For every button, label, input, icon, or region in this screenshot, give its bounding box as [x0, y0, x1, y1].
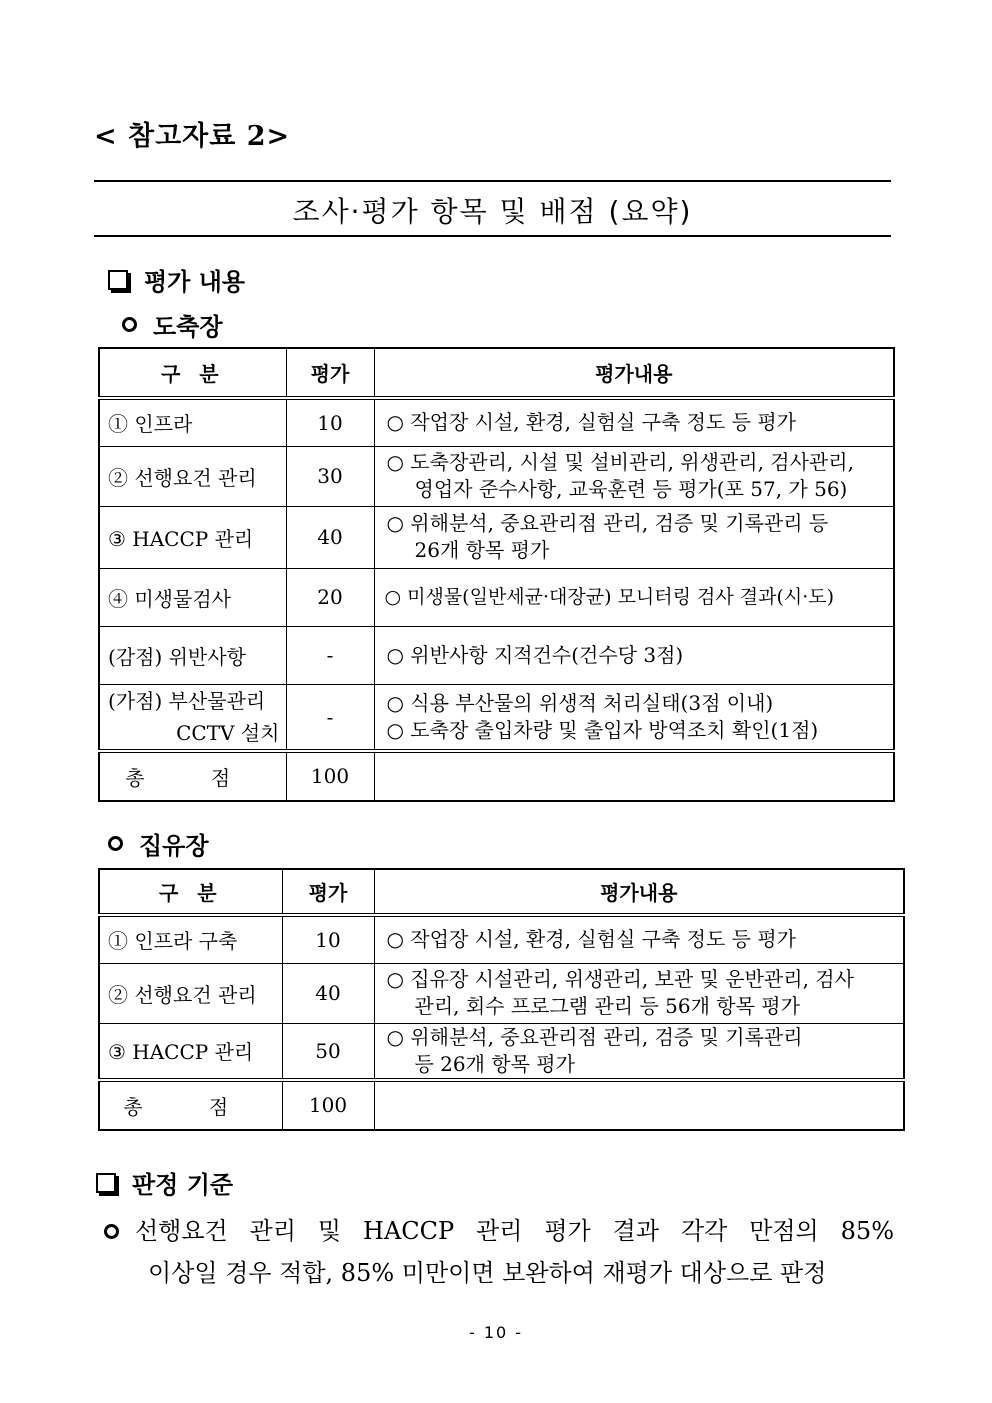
total-score: 100 — [282, 1080, 374, 1130]
table-row — [99, 626, 894, 684]
title-top-rule — [94, 180, 891, 182]
header-description: 평가내용 — [374, 869, 904, 915]
circle-bullet-icon — [122, 317, 137, 332]
table-row — [99, 568, 894, 626]
row-score: - — [286, 684, 374, 751]
subsection-milk-collection — [108, 826, 209, 861]
square-bullet-icon — [96, 1173, 116, 1193]
square-bullet-icon — [108, 270, 128, 290]
row-category-line: CCTV 설치 — [176, 720, 280, 745]
desc-line: 등 26개 항목 평가 — [414, 1051, 575, 1076]
header-category: 구 분 — [99, 348, 286, 398]
slaughterhouse-heading: 도축장 — [153, 312, 223, 341]
row-description — [374, 1023, 904, 1080]
table-row — [99, 506, 894, 568]
table-total-row — [99, 751, 894, 801]
criteria-line-1: 선행요건 관리 및 HACCP 관리 평가 결과 각각 만점의 85% — [135, 1217, 894, 1245]
desc-line: ○ 도축장관리, 시설 및 설비관리, 위생관리, 검사관리, — [386, 450, 854, 474]
section-criteria — [96, 1165, 233, 1200]
milk-collection-table — [98, 868, 905, 1131]
criteria-paragraph — [104, 1210, 894, 1294]
desc-line: ○ 미생물(일반세균·대장균) 모니터링 검사 결과(시·도) — [384, 585, 835, 608]
row-description — [374, 446, 894, 506]
table-total-row — [99, 1080, 904, 1130]
milk-collection-heading: 집유장 — [139, 831, 209, 860]
desc-line: 관리, 회수 프로그램 관리 등 56개 항목 평가 — [414, 994, 800, 1018]
desc-line: 영업자 준수사항, 교육훈련 등 평가(포 57, 가 56) — [414, 477, 848, 501]
header-description: 평가내용 — [374, 348, 894, 398]
section-evaluation — [108, 262, 245, 297]
total-description — [374, 1080, 904, 1130]
criteria-line-2: 이상일 경우 적합, 85% 미만이면 보완하여 재평가 대상으로 판정 — [148, 1259, 827, 1287]
header-category: 구 분 — [99, 869, 282, 915]
desc-line: ○ 도축장 출입차량 및 출입자 방역조치 확인(1점) — [386, 717, 819, 742]
desc-line: ○ 작업장 시설, 환경, 실험실 구축 정도 등 평가 — [386, 927, 796, 952]
header-score: 평가 — [282, 869, 374, 915]
row-category: ② 선행요건 관리 — [99, 963, 282, 1023]
total-score: 100 — [286, 751, 374, 801]
header-score: 평가 — [286, 348, 374, 398]
desc-line: 26개 항목 평가 — [414, 538, 550, 562]
row-score: 40 — [282, 963, 374, 1023]
table-row — [99, 684, 894, 751]
row-score: 40 — [286, 506, 374, 568]
row-category: ② 선행요건 관리 — [99, 446, 286, 506]
row-score: 30 — [286, 446, 374, 506]
section-evaluation-label: 평가 내용 — [144, 267, 246, 296]
circle-bullet-icon — [104, 1224, 119, 1239]
subsection-slaughterhouse — [122, 307, 223, 342]
document-title: 조사·평가 항목 및 배점 (요약) — [292, 195, 693, 228]
row-category — [99, 684, 286, 751]
row-category: ① 인프라 — [99, 398, 286, 446]
table-row — [99, 1023, 904, 1080]
row-category: ③ HACCP 관리 — [99, 1023, 282, 1080]
table-row — [99, 915, 904, 963]
section-criteria-label: 판정 기준 — [132, 1170, 234, 1199]
slaughterhouse-table — [98, 347, 895, 802]
row-score: 50 — [282, 1023, 374, 1080]
reference-label: < 참고자료 2> — [94, 121, 291, 152]
table-header-row — [99, 869, 904, 915]
desc-line: ○ 집유장 시설관리, 위생관리, 보관 및 운반관리, 검사 — [386, 967, 854, 991]
row-description — [374, 506, 894, 568]
desc-line: ○ 위해분석, 중요관리점 관리, 검증 및 기록관리 — [386, 1024, 803, 1049]
row-description — [374, 684, 894, 751]
row-score: - — [286, 626, 374, 684]
row-score: 10 — [282, 915, 374, 963]
circle-bullet-icon — [108, 836, 123, 851]
row-category: ③ HACCP 관리 — [99, 506, 286, 568]
desc-line: ○ 식용 부산물의 위생적 처리실태(3점 이내) — [386, 690, 774, 715]
total-label: 총 점 — [99, 751, 286, 801]
total-label: 총 점 — [99, 1080, 282, 1130]
row-category: ④ 미생물검사 — [99, 568, 286, 626]
desc-line: ○ 위반사항 지적건수(건수당 3점) — [386, 642, 684, 667]
desc-line: ○ 작업장 시설, 환경, 실험실 구축 정도 등 평가 — [386, 410, 796, 435]
table-header-row — [99, 348, 894, 398]
row-category: (감점) 위반사항 — [99, 626, 286, 684]
row-score: 10 — [286, 398, 374, 446]
desc-line: ○ 위해분석, 중요관리점 관리, 검증 및 기록관리 등 — [386, 511, 829, 535]
row-description — [374, 915, 904, 963]
row-description — [374, 626, 894, 684]
row-description — [374, 398, 894, 446]
row-category-line: (가점) 부산물관리 — [108, 688, 266, 713]
row-category: ① 인프라 구축 — [99, 915, 282, 963]
table-row — [99, 446, 894, 506]
row-score: 20 — [286, 568, 374, 626]
table-row — [99, 963, 904, 1023]
page-number: - 10 - — [468, 1323, 524, 1342]
row-description — [374, 963, 904, 1023]
row-description — [374, 568, 894, 626]
total-description — [374, 751, 894, 801]
title-bottom-rule — [94, 235, 891, 237]
table-row — [99, 398, 894, 446]
